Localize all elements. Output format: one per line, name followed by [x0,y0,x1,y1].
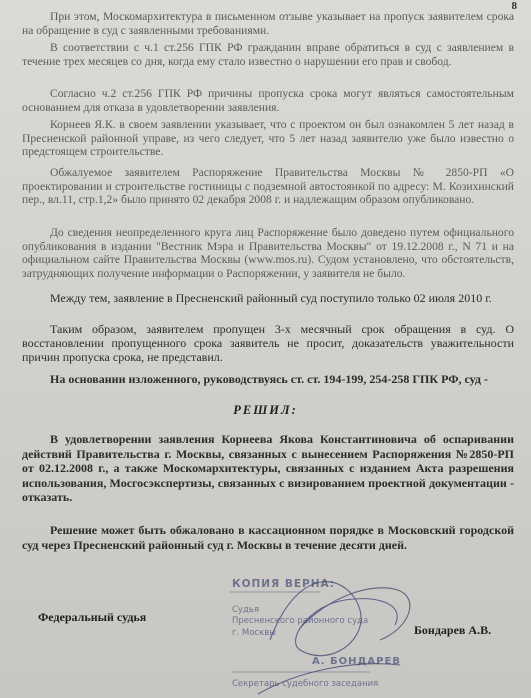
paragraph-2: В соответствии с ч.1 ст.256 ГПК РФ гражданин вправе обратиться в суд с заявлением в течение трех месяцев со дня, когда ему стало известно о нарушении его прав и свобод. [22,41,514,68]
stamp-line-1: КОПИЯ ВЕРНА: [232,578,335,590]
paragraph-1: При этом, Москомархитектура в письменном отзыве указывает на пропуск заявителем срока на обращение в суд с заявленными требованиями. [22,10,514,37]
paragraph-3: Согласно ч.2 ст.256 ГПК РФ причины пропуска срока могут являться самостоятельным основанием для отказа в удовлетворении заявления. [22,87,514,114]
appeal-paragraph: Решение может быть обжаловано в кассационном порядке в Московский городской суд через Пресненский районный суд г. Москвы в течение десяти дней. [22,523,514,552]
judge-title: Федеральный судья [38,610,147,624]
paragraph-4: Корнеев Я.К. в своем заявлении указывает, что с проектом он был ознакомлен 5 лет назад в Пресненской районной управе, из чего следует, что 5 лет назад заявителю уже было известно о предстоящем строительстве. [22,118,514,159]
judge-name: Бондарев А.В. [414,623,492,637]
stamp-line-4: г. Москвы [232,628,276,638]
resolution-paragraph: В удовлетворении заявления Корнеева Якова Константиновича об оспаривании действий Правительства г. Москвы, связанных с вынесением Распоряжения №2850-РП от 02.12.2008 г., а также Москомархитектуры, связанных с изданием Акта разрешения использования, Мосгосэкспертизы, связанных с визированием проектной документации - отказать. [22,432,514,505]
page-number: 8 [511,0,517,12]
paragraph-6: До сведения неопределенного круга лиц Распоряжение было доведено путем официального опубликования в издании "Вестник Мэра и Правительства Москвы" от 19.12.2008 г., N 71 и на официальном сайте Правительства Москвы (www.mos.ru). Судом установлено, что обстоятельств, затрудняющих получение информации о Распоряжении, у заявителя не было. [22,226,514,280]
paragraph-7: Между тем, заявление в Пресненский районный суд поступило только 02 июля 2010 г. [50,291,492,305]
paragraph-9: На основании изложенного, руководствуясь ст. ст. 194-199, 254-258 ГПК РФ, суд - [50,372,488,386]
decision-heading: РЕШИЛ: [233,403,298,417]
paragraph-8: Таким образом, заявителем пропущен 3-х месячный срок обращения в суд. О восстановлении пропущенного срока заявитель не просит, доказательств уважительности причин пропуска срока, не представил. [22,322,514,364]
paragraph-5: Обжалуемое заявителем Распоряжение Правительства Москвы № 2850-РП «О проектировании и строительстве гостиницы с подземной автостоянкой по адресу: М. Козихинский пер., вл.11, стр.1,2» было принято 02 декабря 2008 г. и надлежащим образом опубликовано. [22,166,514,207]
stamp-line-5: А. БОНДАРЕВ [312,656,401,667]
stamp-line-2: Судья [232,605,259,615]
handwritten-signature [258,582,410,694]
stamp-line-6: Секретарь судебного заседания [232,679,379,689]
stamp-line-3: Пресненского районного суда [232,616,369,626]
